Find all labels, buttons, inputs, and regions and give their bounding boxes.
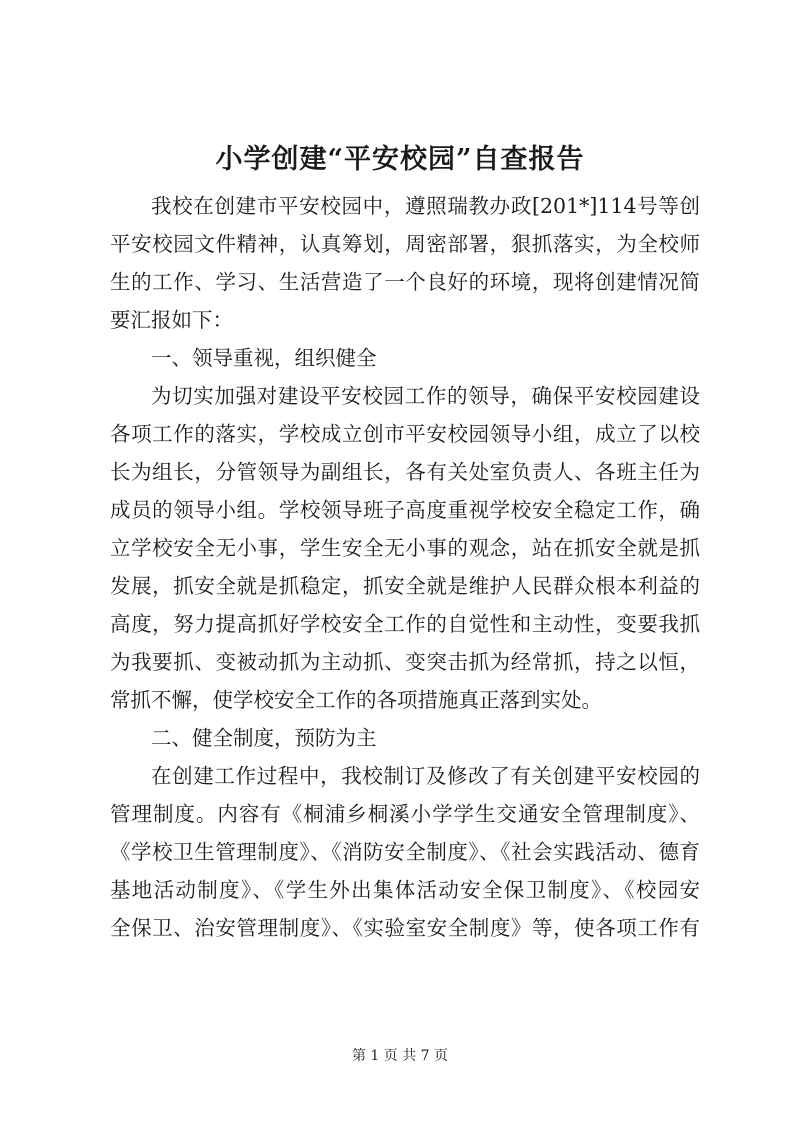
- paragraph-line: 要汇报如下：: [110, 308, 233, 332]
- paragraph-line: 《学校卫生管理制度》、《消防安全制度》、《社会实践活动、德育: [110, 840, 700, 864]
- paragraph-line: 基地活动制度》、《学生外出集体活动安全保卫制度》、《校园安: [110, 878, 700, 902]
- paragraph-line: 发展，抓安全就是抓稳定，抓安全就是维护人民群众根本利益的: [110, 574, 700, 598]
- document-body: [110, 187, 700, 947]
- paragraph-line: 平安校园文件精神，认真筹划，周密部署，狠抓落实，为全校师: [110, 232, 700, 256]
- paragraph-line: 各项工作的落实，学校成立创市平安校园领导小组，成立了以校: [110, 422, 700, 446]
- section-heading: 二、健全制度，预防为主: [151, 726, 377, 750]
- paragraph-line: 在创建工作过程中，我校制订及修改了有关创建平安校园的: [151, 764, 700, 788]
- paragraph-line: 高度，努力提高抓好学校安全工作的自觉性和主动性，变要我抓: [110, 612, 700, 636]
- section-heading: 一、领导重视，组织健全: [151, 346, 377, 370]
- paragraph-line: 立学校安全无小事，学生安全无小事的观念，站在抓安全就是抓: [110, 536, 700, 560]
- paragraph-line: 为切实加强对建设平安校园工作的领导，确保平安校园建设: [151, 384, 700, 408]
- document-title: 小学创建“平安校园”自查报告: [215, 144, 585, 175]
- paragraph-line: 为我要抓、变被动抓为主动抓、变突击抓为经常抓，持之以恒，: [110, 650, 700, 674]
- paragraph-line: 管理制度。内容有《桐浦乡桐溪小学学生交通安全管理制度》、: [110, 802, 700, 826]
- paragraph-line: 常抓不懈，使学校安全工作的各项措施真正落到实处。: [110, 688, 602, 712]
- page-number-footer: 第 1 页 共 7 页: [351, 1048, 449, 1064]
- paragraph-line: 生的工作、学习、生活营造了一个良好的环境，现将创建情况简: [110, 270, 700, 294]
- paragraph-line: 我校在创建市平安校园中，遵照瑞教办政[201*]114号等创: [151, 194, 700, 218]
- paragraph-line: 长为组长，分管领导为副组长，各有关处室负责人、各班主任为: [110, 460, 700, 484]
- paragraph-line: 全保卫、治安管理制度》、《实验室安全制度》等，使各项工作有: [110, 916, 700, 940]
- paragraph-line: 成员的领导小组。学校领导班子高度重视学校安全稳定工作，确: [110, 498, 700, 522]
